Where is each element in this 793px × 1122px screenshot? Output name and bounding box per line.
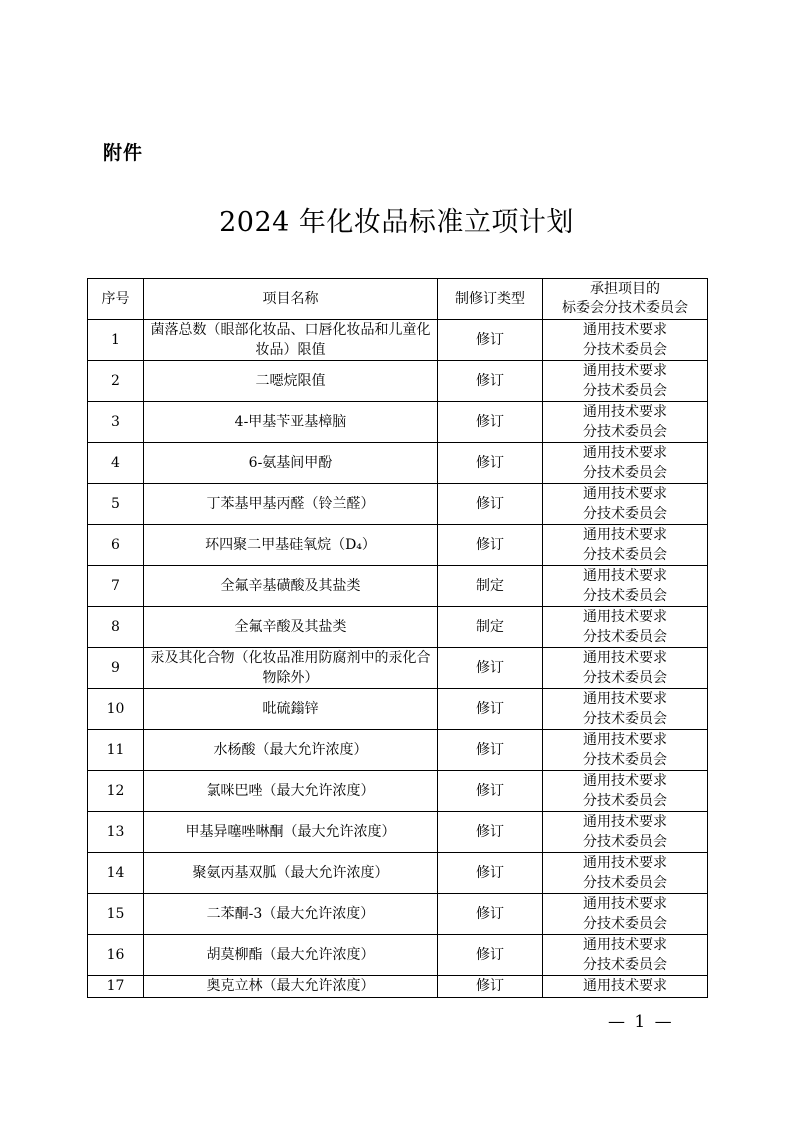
standards-plan-table xyxy=(87,278,708,998)
table-row xyxy=(88,361,708,402)
row-committee xyxy=(543,484,708,525)
table-row xyxy=(88,320,708,361)
table-row xyxy=(88,976,708,998)
row-project-name: 吡硫鎓锌 xyxy=(144,689,438,730)
row-committee xyxy=(543,976,708,998)
table-body xyxy=(88,320,708,998)
row-committee-line1: 通用技术要求 xyxy=(583,609,667,625)
row-revision-type: 修订 xyxy=(438,812,543,853)
row-committee-line1: 通用技术要求 xyxy=(583,896,667,912)
row-committee-line2: 分技术委员会 xyxy=(583,711,667,727)
row-committee xyxy=(543,853,708,894)
row-revision-type: 制定 xyxy=(438,566,543,607)
column-header-name: 项目名称 xyxy=(144,279,438,320)
table-row xyxy=(88,607,708,648)
row-committee-line1: 通用技术要求 xyxy=(583,322,667,338)
row-committee xyxy=(543,771,708,812)
row-committee xyxy=(543,689,708,730)
row-project-name: 丁苯基甲基丙醛（铃兰醛） xyxy=(144,484,438,525)
row-seq: 15 xyxy=(88,894,144,935)
row-revision-type: 修订 xyxy=(438,648,543,689)
row-revision-type: 修订 xyxy=(438,443,543,484)
row-committee-line1: 通用技术要求 xyxy=(583,445,667,461)
row-project-name: 环四聚二甲基硅氧烷（D₄） xyxy=(144,525,438,566)
row-seq: 4 xyxy=(88,443,144,484)
table-row xyxy=(88,730,708,771)
row-seq: 5 xyxy=(88,484,144,525)
document-title: 2024 年化妆品标准立项计划 xyxy=(219,207,574,238)
row-seq: 6 xyxy=(88,525,144,566)
table-row xyxy=(88,402,708,443)
row-committee-line1: 通用技术要求 xyxy=(583,773,667,789)
table-row xyxy=(88,443,708,484)
row-project-name: 甲基异噻唑啉酮（最大允许浓度） xyxy=(144,812,438,853)
row-revision-type: 修订 xyxy=(438,976,543,998)
row-revision-type: 修订 xyxy=(438,320,543,361)
row-project-name: 菌落总数（眼部化妆品、口唇化妆品和儿童化妆品）限值 xyxy=(144,320,438,361)
row-revision-type: 制定 xyxy=(438,607,543,648)
table-header-row xyxy=(88,279,708,320)
row-committee-line1: 通用技术要求 xyxy=(583,814,667,830)
row-committee-line1: 通用技术要求 xyxy=(583,404,667,420)
row-committee xyxy=(543,607,708,648)
column-header-seq: 序号 xyxy=(88,279,144,320)
row-seq: 1 xyxy=(88,320,144,361)
row-revision-type: 修订 xyxy=(438,935,543,976)
row-committee xyxy=(543,320,708,361)
row-committee-line1: 通用技术要求 xyxy=(583,937,667,953)
row-committee-line2: 分技术委员会 xyxy=(583,588,667,604)
row-seq: 7 xyxy=(88,566,144,607)
row-committee-line1: 通用技术要求 xyxy=(583,363,667,379)
table-row xyxy=(88,894,708,935)
row-revision-type: 修订 xyxy=(438,525,543,566)
row-project-name: 水杨酸（最大允许浓度） xyxy=(144,730,438,771)
row-committee xyxy=(543,361,708,402)
row-committee-line2: 分技术委员会 xyxy=(583,383,667,399)
column-header-committee-line2: 标委会分技术委员会 xyxy=(562,300,688,316)
row-revision-type: 修订 xyxy=(438,730,543,771)
row-committee xyxy=(543,648,708,689)
row-committee-line1: 通用技术要求 xyxy=(583,527,667,543)
row-committee-line2: 分技术委员会 xyxy=(583,424,667,440)
row-committee xyxy=(543,443,708,484)
row-committee-line1: 通用技术要求 xyxy=(583,691,667,707)
column-header-type: 制修订类型 xyxy=(438,279,543,320)
row-committee xyxy=(543,935,708,976)
table-row xyxy=(88,525,708,566)
row-seq: 3 xyxy=(88,402,144,443)
row-project-name: 奥克立林（最大允许浓度） xyxy=(144,976,438,998)
row-committee xyxy=(543,894,708,935)
row-committee-line1: 通用技术要求 xyxy=(583,732,667,748)
row-seq: 17 xyxy=(88,976,144,998)
row-project-name: 全氟辛酸及其盐类 xyxy=(144,607,438,648)
table-row xyxy=(88,689,708,730)
row-revision-type: 修订 xyxy=(438,853,543,894)
row-project-name: 胡莫柳酯（最大允许浓度） xyxy=(144,935,438,976)
row-revision-type: 修订 xyxy=(438,402,543,443)
row-committee-line2: 分技术委员会 xyxy=(583,957,667,973)
row-seq: 14 xyxy=(88,853,144,894)
row-committee-line1: 通用技术要求 xyxy=(583,486,667,502)
row-committee-line2: 分技术委员会 xyxy=(583,629,667,645)
row-committee-line2: 分技术委员会 xyxy=(583,670,667,686)
table-row xyxy=(88,771,708,812)
row-seq: 9 xyxy=(88,648,144,689)
table-row xyxy=(88,812,708,853)
row-committee-line2: 分技术委员会 xyxy=(583,875,667,891)
row-committee-line1: 通用技术要求 xyxy=(583,568,667,584)
row-project-name: 氯咪巴唑（最大允许浓度） xyxy=(144,771,438,812)
row-revision-type: 修订 xyxy=(438,361,543,402)
row-committee-line2: 分技术委员会 xyxy=(583,752,667,768)
row-committee-line2: 分技术委员会 xyxy=(583,342,667,358)
table-row xyxy=(88,935,708,976)
row-committee xyxy=(543,525,708,566)
row-project-name: 6-氨基间甲酚 xyxy=(144,443,438,484)
row-seq: 16 xyxy=(88,935,144,976)
row-committee xyxy=(543,812,708,853)
row-committee-line2: 分技术委员会 xyxy=(583,793,667,809)
row-seq: 11 xyxy=(88,730,144,771)
row-committee-line1: 通用技术要求 xyxy=(583,650,667,666)
row-committee-line1: 通用技术要求 xyxy=(583,855,667,871)
table-row xyxy=(88,648,708,689)
row-committee xyxy=(543,730,708,771)
page-number: — 1 — xyxy=(608,1012,674,1032)
row-committee-line1: 通用技术要求 xyxy=(583,978,667,994)
row-committee-line2: 分技术委员会 xyxy=(583,916,667,932)
row-seq: 2 xyxy=(88,361,144,402)
row-committee-line2: 分技术委员会 xyxy=(583,465,667,481)
column-header-committee-line1: 承担项目的 xyxy=(590,281,660,297)
row-project-name: 聚氨丙基双胍（最大允许浓度） xyxy=(144,853,438,894)
row-revision-type: 修订 xyxy=(438,689,543,730)
row-revision-type: 修订 xyxy=(438,894,543,935)
row-revision-type: 修订 xyxy=(438,484,543,525)
table-row xyxy=(88,853,708,894)
column-header-committee xyxy=(543,279,708,320)
row-project-name: 4-甲基苄亚基樟脑 xyxy=(144,402,438,443)
row-committee-line2: 分技术委员会 xyxy=(583,506,667,522)
row-seq: 13 xyxy=(88,812,144,853)
row-committee xyxy=(543,566,708,607)
row-committee-line2: 分技术委员会 xyxy=(583,834,667,850)
table-row xyxy=(88,484,708,525)
row-project-name: 汞及其化合物（化妆品准用防腐剂中的汞化合物除外） xyxy=(144,648,438,689)
row-project-name: 二噁烷限值 xyxy=(144,361,438,402)
row-project-name: 二苯酮-3（最大允许浓度） xyxy=(144,894,438,935)
table-row xyxy=(88,566,708,607)
attachment-label: 附件 xyxy=(103,142,144,164)
row-revision-type: 修订 xyxy=(438,771,543,812)
row-committee xyxy=(543,402,708,443)
row-project-name: 全氟辛基磺酸及其盐类 xyxy=(144,566,438,607)
row-committee-line2: 分技术委员会 xyxy=(583,547,667,563)
row-seq: 10 xyxy=(88,689,144,730)
row-seq: 12 xyxy=(88,771,144,812)
row-seq: 8 xyxy=(88,607,144,648)
